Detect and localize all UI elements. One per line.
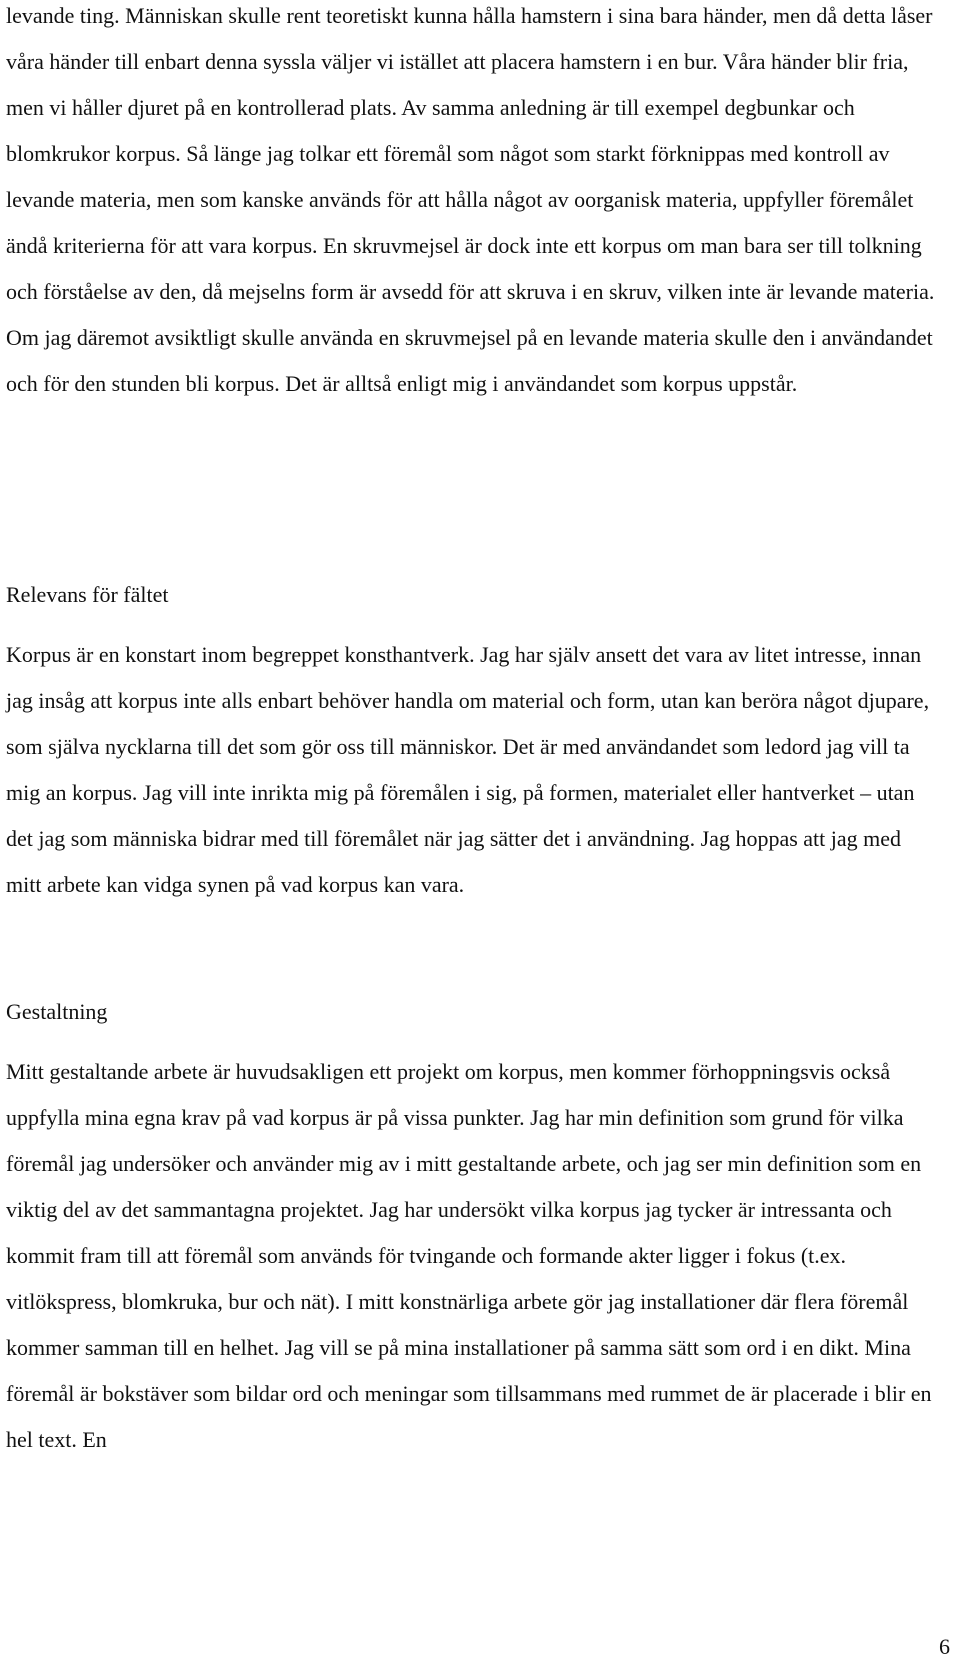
section-heading-gestaltning: Gestaltning	[6, 999, 108, 1024]
body-paragraph-gestaltning: Mitt gestaltande arbete är huvudsakligen ett projekt om korpus, men kommer förhoppningsvis också uppfylla mina egna krav på vad korpus är på vissa punkter. Jag har min definition som grund för vilka föremål jag undersöker och använder mig av i mitt gestaltande arbete, och jag ser min definition som en viktig del av det sammantagna projektet. Jag har undersökt vilka korpus jag tycker är intressanta och kommit fram till att föremål som används för tvingande och formande akter ligger i fokus (t.ex. vitlökspress, blomkruka, bur och nät). I mitt konstnärliga arbete gör jag installationer där flera föremål kommer samman till en helhet. Jag vill se på mina installationer på samma sätt som ord i en dikt. Mina föremål är bokstäver som bildar ord och meningar som tillsammans med rummet de är placerade i blir en hel text. En	[6, 1059, 932, 1452]
body-paragraph-relevans: Korpus är en konstart inom begreppet konsthantverk. Jag har själv ansett det vara av litet intresse, innan jag insåg att korpus inte alls enbart behöver handla om material och form, utan kan beröra något djupare, som själva nycklarna till det som gör oss till människor. Det är med användandet som ledord jag vill ta mig an korpus. Jag vill inte inrikta mig på föremålen i sig, på formen, materialet eller hantverket – utan det jag som människa bidrar med till föremålet när jag sätter det i användning. Jag hoppas att jag med mitt arbete kan vidga synen på vad korpus kan vara.	[6, 642, 930, 897]
section-heading-relevans: Relevans för fältet	[6, 582, 169, 607]
body-paragraph-hamster: levande ting. Människan skulle rent teoretiskt kunna hålla hamstern i sina bara händer, men då detta låser våra händer till enbart denna syssla väljer vi istället att placera hamstern i en bur. Våra händer blir fria, men vi håller djuret på en kontrollerad plats. Av samma anledning är till exempel degbunkar och blomkrukor korpus. Så länge jag tolkar ett föremål som något som starkt förknippas med kontroll av levande materia, men som kanske används för att hålla något av oorganisk materia, uppfyller föremålet ändå kriterierna för att vara korpus. En skruvmejsel är dock inte ett korpus om man bara ser till tolkning och förståelse av den, då mejselns form är avsedd för att skruva i en skruv, vilken inte är levande materia. Om jag däremot avsiktligt skulle använda en skruvmejsel på en levande materia skulle den i användandet och för den stunden bli korpus. Det är alltså enligt mig i användandet som korpus uppstår.	[6, 3, 935, 396]
page-number: 6	[939, 1634, 950, 1659]
